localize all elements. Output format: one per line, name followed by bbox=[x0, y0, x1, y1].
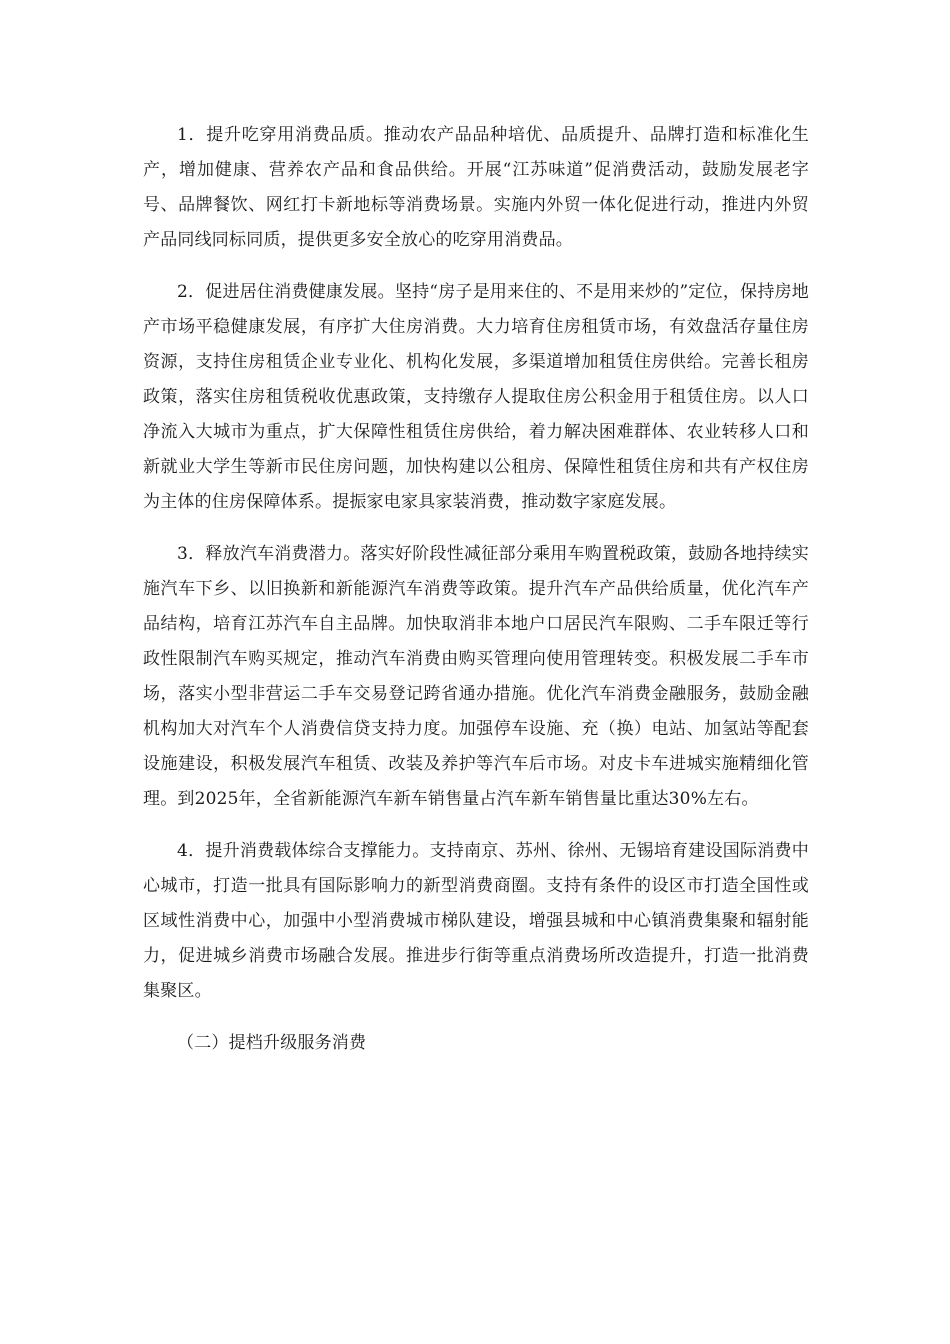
paragraph-consumption-carrier: 4．提升消费载体综合支撑能力。支持南京、苏州、徐州、无锡培育建设国际消费中心城市，打造一批具有国际影响力的新型消费商圈。支持有条件的设区市打造全国性或区域性消费中心，加强中小型消费城市梯队建设，增强县城和中心镇消费集聚和辐射能力，促进城乡消费市场融合发展。推进步行街等重点消费场所改造提升，打造一批消费集聚区。 bbox=[143, 841, 809, 1001]
paragraph-housing: 2．促进居住消费健康发展。坚持“房子是用来住的、不是用来炒的”定位，保持房地产市场平稳健康发展，有序扩大住房消费。大力培育住房租赁市场，有效盘活存量住房资源，支持住房租赁企业专业化、机构化发展，多渠道增加租赁住房供给。完善长租房政策，落实住房租赁税收优惠政策，支持缴存人提取住房公积金用于租赁住房。以人口净流入大城市为重点，扩大保障性租赁住房供给，着力解决困难群体、农业转移人口和新就业大学生等新市民住房问题，加快构建以公租房、保障性租赁住房和共有产权住房为主体的住房保障体系。提振家电家具家装消费，推动数字家庭发展。 bbox=[143, 282, 809, 512]
paragraph-automobile: 3．释放汽车消费潜力。落实好阶段性减征部分乘用车购置税政策，鼓励各地持续实施汽车下乡、以旧换新和新能源汽车消费等政策。提升汽车产品供给质量，优化汽车产品结构，培育江苏汽车自主品牌。加快取消非本地户口居民汽车限购、二手车限迁等行政性限制汽车购买规定，推动汽车消费由购买管理向使用管理转变。积极发展二手车市场，落实小型非营运二手车交易登记跨省通办措施。优化汽车消费金融服务，鼓励金融机构加大对汽车个人消费信贷支持力度。加强停车设施、充（换）电站、加氢站等配套设施建设，积极发展汽车租赁、改装及养护等汽车后市场。对皮卡车进城实施精细化管理。到2025年，全省新能源汽车新车销售量占汽车新车销售量比重达30%左右。 bbox=[143, 544, 809, 809]
section-heading-service-consumption: （二）提档升级服务消费 bbox=[177, 1033, 367, 1053]
document-body bbox=[143, 118, 809, 1061]
paragraph-food-clothing: 1．提升吃穿用消费品质。推动农产品品种培优、品质提升、品牌打造和标准化生产，增加健康、营养农产品和食品供给。开展“江苏味道”促消费活动，鼓励发展老字号、品牌餐饮、网红打卡新地标等消费场景。实施内外贸一体化促进行动，推进内外贸产品同线同标同质，提供更多安全放心的吃穿用消费品。 bbox=[143, 125, 809, 250]
